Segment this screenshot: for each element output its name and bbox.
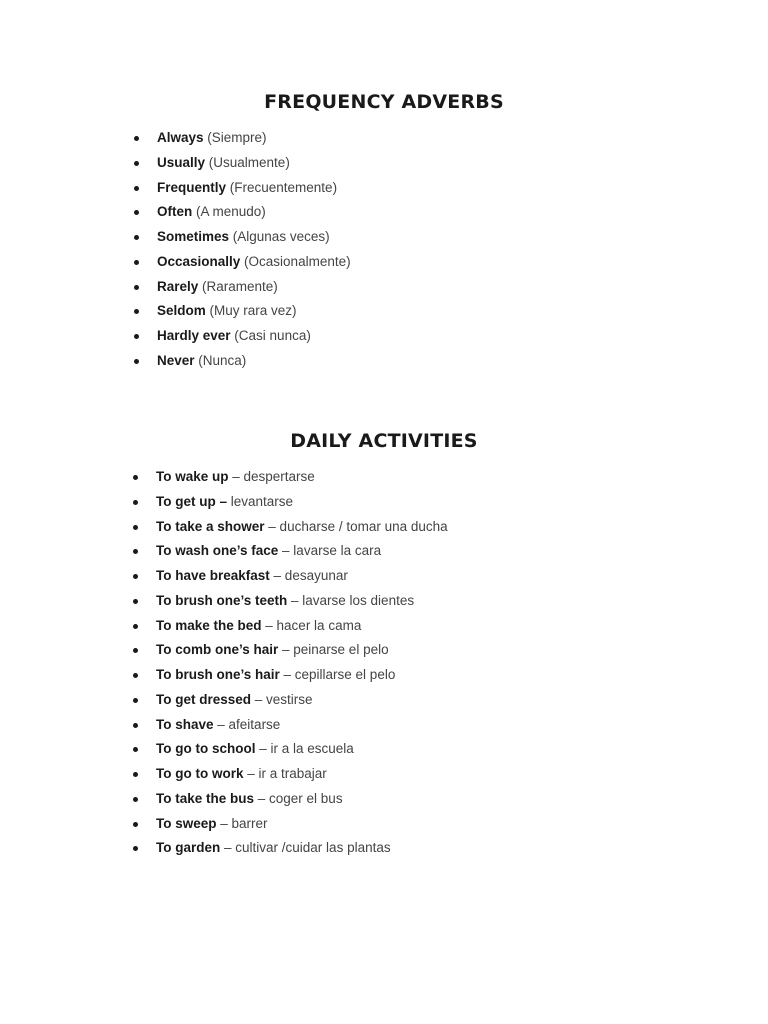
frequency-adverb-translation: (Casi nunca) xyxy=(230,328,311,343)
daily-activity-item-text xyxy=(156,589,414,614)
bullet-icon xyxy=(133,475,138,480)
bullet-icon xyxy=(133,747,138,752)
bullet-icon xyxy=(134,334,139,339)
daily-activity-item-text xyxy=(156,638,389,663)
daily-activity-item-text xyxy=(156,713,280,738)
daily-activity-item-text xyxy=(156,787,343,812)
daily-activity-item-text xyxy=(156,564,348,589)
frequency-adverb-item-text xyxy=(157,225,330,250)
frequency-adverb-translation: (Nunca) xyxy=(194,352,247,368)
frequency-adverb-term: Hardly ever xyxy=(157,328,231,343)
daily-activity-translation: – ir a trabajar xyxy=(243,766,327,781)
frequency-adverb-item-text xyxy=(157,275,278,300)
bullet-icon xyxy=(133,772,138,777)
daily-activity-item-text xyxy=(156,737,354,762)
daily-activity-item-text xyxy=(156,663,395,688)
bullet-icon xyxy=(133,822,138,827)
bullet-icon xyxy=(134,235,139,240)
daily-activity-term: To garden xyxy=(156,840,221,856)
daily-activity-term: To wake up xyxy=(156,469,229,484)
daily-activity-term: To brush one’s hair xyxy=(156,667,280,682)
bullet-icon xyxy=(133,698,138,703)
frequency-adverb-item-text xyxy=(157,126,267,151)
frequency-adverb-item-text xyxy=(157,151,290,176)
daily-activity-translation: – hacer la cama xyxy=(261,617,362,633)
daily-activity-item-text xyxy=(156,812,268,837)
daily-activity-translation: – peinarse el pelo xyxy=(278,642,389,658)
bullet-icon xyxy=(134,136,139,141)
daily-activity-translation: – barrer xyxy=(216,815,268,831)
daily-activity-translation: – coger el bus xyxy=(254,790,343,806)
bullet-icon xyxy=(134,359,139,364)
daily-activity-term: To go to school xyxy=(156,741,256,757)
daily-activity-translation: – vestirse xyxy=(251,691,313,707)
daily-activity-term: To sweep xyxy=(156,815,217,831)
daily-activity-translation: – despertarse xyxy=(228,469,315,484)
daily-activity-item-text xyxy=(156,614,361,639)
bullet-icon xyxy=(134,186,139,191)
frequency-adverb-item-text xyxy=(157,250,351,275)
daily-activity-item-text xyxy=(156,762,327,787)
frequency-adverb-translation: (Frecuentemente) xyxy=(226,179,338,195)
bullet-icon xyxy=(133,673,138,678)
frequency-adverb-translation: (Ocasionalmente) xyxy=(240,253,351,269)
frequency-adverb-item-text xyxy=(157,299,297,324)
bullet-icon xyxy=(133,624,138,629)
bullet-icon xyxy=(133,549,138,554)
bullet-icon xyxy=(133,846,138,851)
daily-activity-translation: – afeitarse xyxy=(213,716,281,732)
daily-activity-term: To shave xyxy=(156,716,214,732)
bullet-icon xyxy=(133,599,138,604)
daily-activity-term: To brush one’s teeth xyxy=(156,592,288,608)
daily-activity-translation: – lavarse la cara xyxy=(278,543,382,559)
daily-activity-term: To take a shower xyxy=(156,518,265,534)
daily-activity-term: To comb one’s hair xyxy=(156,642,279,658)
bullet-icon xyxy=(133,500,138,505)
daily-activity-translation: levantarse xyxy=(227,493,294,509)
bullet-icon xyxy=(134,161,139,166)
frequency-adverb-translation: (Algunas veces) xyxy=(229,229,330,244)
frequency-adverb-term: Often xyxy=(157,204,193,220)
frequency-adverbs-heading: FREQUENCY ADVERBS xyxy=(264,91,504,113)
frequency-adverb-translation: (Usualmente) xyxy=(205,154,290,170)
daily-activity-term: To take the bus xyxy=(156,790,255,806)
daily-activity-term: To have breakfast xyxy=(156,568,270,583)
daily-activity-translation: – desayunar xyxy=(269,568,348,583)
frequency-adverb-translation: (Siempre) xyxy=(203,130,267,145)
bullet-icon xyxy=(134,309,139,314)
daily-activity-item-text xyxy=(156,539,381,564)
daily-activity-translation: – cultivar /cuidar las plantas xyxy=(220,840,391,856)
frequency-adverb-term: Frequently xyxy=(157,179,227,195)
frequency-adverb-term: Rarely xyxy=(157,278,199,294)
daily-activity-item-text xyxy=(156,836,391,861)
frequency-adverb-item-text xyxy=(157,324,311,349)
bullet-icon xyxy=(134,210,139,215)
frequency-adverb-translation: (Muy rara vez) xyxy=(205,303,297,319)
frequency-adverb-term: Never xyxy=(157,352,195,368)
daily-activity-item-text xyxy=(156,688,313,713)
frequency-adverb-item-text xyxy=(157,349,246,374)
bullet-icon xyxy=(134,285,139,290)
daily-activity-term: To make the bed xyxy=(156,617,262,633)
daily-activities-heading: DAILY ACTIVITIES xyxy=(290,430,478,452)
daily-activity-item-text xyxy=(156,465,315,490)
bullet-icon xyxy=(133,648,138,653)
frequency-adverb-term: Occasionally xyxy=(157,253,241,269)
frequency-adverb-translation: (A menudo) xyxy=(192,204,266,220)
frequency-adverb-item-text xyxy=(157,176,337,201)
frequency-adverb-term: Always xyxy=(157,130,204,145)
daily-activity-term: To get dressed xyxy=(156,691,252,707)
bullet-icon xyxy=(133,574,138,579)
bullet-icon xyxy=(133,525,138,530)
daily-activity-translation: – lavarse los dientes xyxy=(287,592,415,608)
daily-activity-translation: – ir a la escuela xyxy=(255,741,354,757)
frequency-adverb-item-text xyxy=(157,200,266,225)
daily-activity-translation: – ducharse / tomar una ducha xyxy=(264,518,448,534)
daily-activity-term: To go to work xyxy=(156,766,244,781)
frequency-adverb-term: Seldom xyxy=(157,303,206,319)
frequency-adverb-translation: (Raramente) xyxy=(198,278,278,294)
daily-activity-term: To wash one’s face xyxy=(156,543,279,559)
daily-activity-item-text xyxy=(156,515,448,540)
daily-activity-term: To get up – xyxy=(156,493,227,509)
frequency-adverb-term: Usually xyxy=(157,154,206,170)
bullet-icon xyxy=(134,260,139,265)
frequency-adverb-term: Sometimes xyxy=(157,229,230,244)
bullet-icon xyxy=(133,797,138,802)
daily-activity-translation: – cepillarse el pelo xyxy=(279,667,396,682)
daily-activity-item-text xyxy=(156,490,293,515)
bullet-icon xyxy=(133,723,138,728)
